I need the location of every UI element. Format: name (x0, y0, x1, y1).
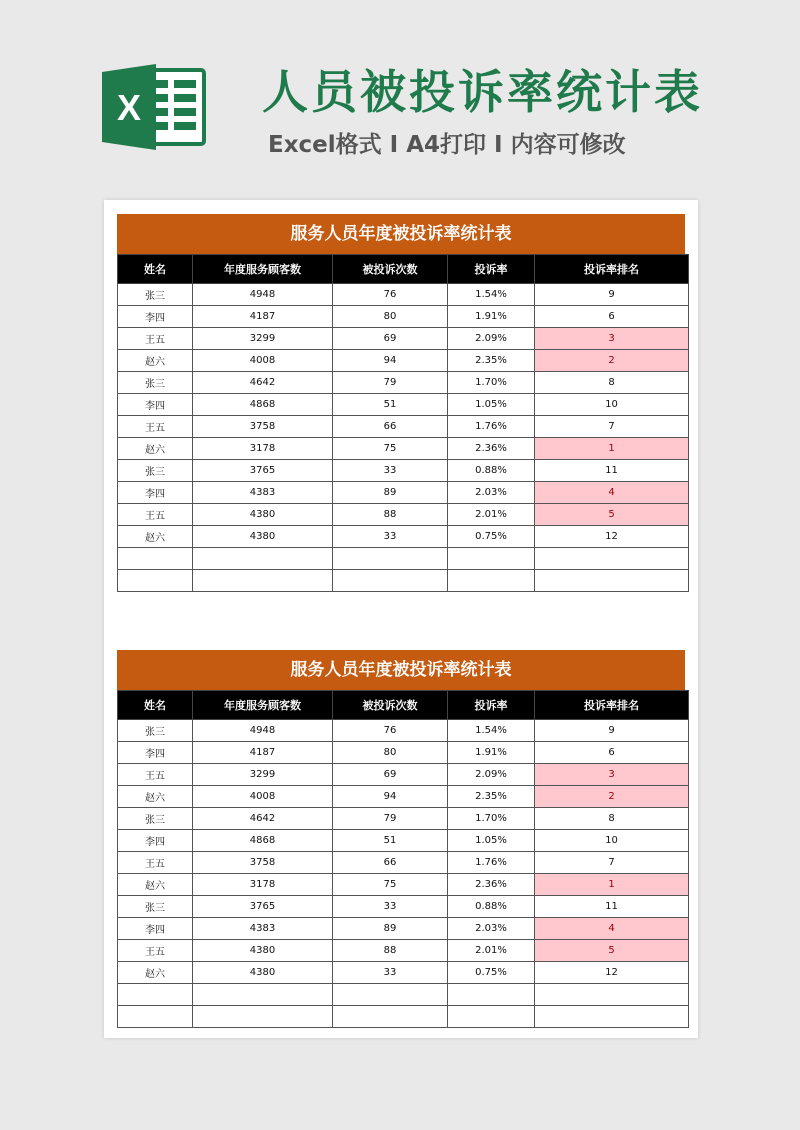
cell-rate[interactable]: 1.91% (448, 306, 535, 328)
cell-complaints[interactable] (333, 1006, 448, 1028)
table-row (118, 918, 689, 940)
cell-rank[interactable]: 8 (535, 808, 689, 830)
cell-name[interactable] (118, 570, 193, 592)
cell-name[interactable]: 张三 (118, 284, 193, 306)
cell-customers[interactable]: 3758 (193, 852, 333, 874)
cell-complaints[interactable]: 75 (333, 874, 448, 896)
table-body (118, 284, 689, 592)
cell-rank[interactable]: 9 (535, 284, 689, 306)
cell-rate[interactable] (448, 570, 535, 592)
col-header-rank: 投诉率排名 (535, 255, 689, 284)
cell-rate[interactable]: 0.75% (448, 962, 535, 984)
table-row (118, 896, 689, 918)
cell-rank[interactable] (535, 1006, 689, 1028)
cell-name[interactable] (118, 1006, 193, 1028)
cell-complaints[interactable]: 69 (333, 328, 448, 350)
cell-rate[interactable]: 1.91% (448, 742, 535, 764)
table-row (118, 526, 689, 548)
cell-name[interactable]: 赵六 (118, 350, 193, 372)
cell-rank[interactable]: 7 (535, 852, 689, 874)
cell-customers[interactable]: 4868 (193, 394, 333, 416)
cell-complaints[interactable]: 88 (333, 504, 448, 526)
cell-rate[interactable]: 1.54% (448, 284, 535, 306)
cell-rank[interactable] (535, 548, 689, 570)
cell-rate[interactable]: 1.05% (448, 830, 535, 852)
table-row (118, 394, 689, 416)
table-row (118, 504, 689, 526)
cell-rank[interactable] (535, 984, 689, 1006)
cell-rank[interactable]: 1 (535, 438, 689, 460)
complaint-table-1 (117, 214, 685, 592)
cell-rank[interactable]: 3 (535, 328, 689, 350)
cell-name[interactable] (118, 984, 193, 1006)
cell-name[interactable]: 李四 (118, 830, 193, 852)
table-row (118, 548, 689, 570)
cell-customers[interactable]: 4642 (193, 372, 333, 394)
cell-rank[interactable]: 6 (535, 742, 689, 764)
cell-complaints[interactable]: 75 (333, 438, 448, 460)
cell-rate[interactable]: 0.75% (448, 526, 535, 548)
cell-rate[interactable]: 1.76% (448, 852, 535, 874)
cell-rate[interactable]: 0.88% (448, 460, 535, 482)
cell-name[interactable]: 张三 (118, 720, 193, 742)
cell-name[interactable]: 王五 (118, 328, 193, 350)
table-row (118, 742, 689, 764)
header-row (118, 255, 689, 284)
excel-logo-icon (100, 62, 208, 152)
table-row (118, 852, 689, 874)
col-header-rank: 投诉率排名 (535, 691, 689, 720)
cell-name[interactable]: 李四 (118, 394, 193, 416)
cell-customers[interactable] (193, 548, 333, 570)
cell-name[interactable]: 张三 (118, 896, 193, 918)
col-header-rate: 投诉率 (448, 255, 535, 284)
table-body (118, 720, 689, 1028)
table-row (118, 306, 689, 328)
cell-customers[interactable]: 4380 (193, 526, 333, 548)
cell-rate[interactable]: 1.70% (448, 372, 535, 394)
cell-complaints[interactable]: 51 (333, 830, 448, 852)
cell-complaints[interactable]: 76 (333, 284, 448, 306)
cell-rank[interactable]: 11 (535, 460, 689, 482)
cell-complaints[interactable]: 66 (333, 852, 448, 874)
cell-customers[interactable]: 3765 (193, 460, 333, 482)
cell-complaints[interactable] (333, 984, 448, 1006)
cell-name[interactable]: 赵六 (118, 438, 193, 460)
cell-complaints[interactable]: 80 (333, 306, 448, 328)
table-row (118, 372, 689, 394)
spreadsheet-page (104, 200, 698, 1038)
table-row (118, 940, 689, 962)
cell-complaints[interactable]: 33 (333, 962, 448, 984)
cell-customers[interactable]: 4383 (193, 482, 333, 504)
cell-rank[interactable]: 10 (535, 830, 689, 852)
col-header-customers: 年度服务顾客数 (193, 691, 333, 720)
cell-rank[interactable]: 7 (535, 416, 689, 438)
cell-complaints[interactable]: 80 (333, 742, 448, 764)
excel-logo-letter: X (116, 87, 142, 128)
cell-customers[interactable]: 4187 (193, 306, 333, 328)
cell-complaints[interactable]: 88 (333, 940, 448, 962)
cell-rate[interactable]: 2.36% (448, 438, 535, 460)
cell-complaints[interactable]: 33 (333, 526, 448, 548)
page-title: 人员被投诉率统计表 (262, 65, 703, 119)
cell-complaints[interactable]: 76 (333, 720, 448, 742)
cell-rate[interactable]: 2.09% (448, 328, 535, 350)
table-row (118, 808, 689, 830)
table-row (118, 1006, 689, 1028)
cell-rank[interactable]: 9 (535, 720, 689, 742)
cell-rate[interactable]: 2.09% (448, 764, 535, 786)
table-row (118, 720, 689, 742)
cell-customers[interactable] (193, 984, 333, 1006)
cell-rank[interactable]: 3 (535, 764, 689, 786)
page-header (0, 0, 800, 200)
cell-customers[interactable]: 3758 (193, 416, 333, 438)
cell-rank[interactable]: 10 (535, 394, 689, 416)
cell-customers[interactable]: 4380 (193, 940, 333, 962)
cell-rate[interactable]: 2.03% (448, 918, 535, 940)
table-row (118, 482, 689, 504)
table-row (118, 350, 689, 372)
cell-rank[interactable]: 5 (535, 504, 689, 526)
cell-rate[interactable]: 1.76% (448, 416, 535, 438)
cell-rank[interactable]: 5 (535, 940, 689, 962)
cell-complaints[interactable]: 33 (333, 896, 448, 918)
table-title: 服务人员年度被投诉率统计表 (117, 650, 685, 690)
header-row (118, 691, 689, 720)
col-header-name: 姓名 (118, 691, 193, 720)
cell-complaints[interactable]: 51 (333, 394, 448, 416)
cell-rate[interactable]: 2.36% (448, 874, 535, 896)
table-row (118, 764, 689, 786)
cell-rank[interactable]: 6 (535, 306, 689, 328)
col-header-rate: 投诉率 (448, 691, 535, 720)
cell-customers[interactable]: 4868 (193, 830, 333, 852)
cell-name[interactable]: 张三 (118, 372, 193, 394)
cell-customers[interactable]: 4948 (193, 720, 333, 742)
table-row (118, 570, 689, 592)
data-table (117, 254, 689, 592)
table-title: 服务人员年度被投诉率统计表 (117, 214, 685, 254)
cell-customers[interactable]: 4642 (193, 808, 333, 830)
cell-name[interactable]: 赵六 (118, 874, 193, 896)
table-row (118, 328, 689, 350)
col-header-name: 姓名 (118, 255, 193, 284)
col-header-complaints: 被投诉次数 (333, 691, 448, 720)
cell-customers[interactable] (193, 570, 333, 592)
cell-name[interactable]: 王五 (118, 852, 193, 874)
cell-complaints[interactable] (333, 570, 448, 592)
cell-customers[interactable]: 4380 (193, 504, 333, 526)
cell-name[interactable]: 张三 (118, 808, 193, 830)
cell-name[interactable]: 张三 (118, 460, 193, 482)
cell-complaints[interactable]: 66 (333, 416, 448, 438)
table-row (118, 962, 689, 984)
cell-name[interactable]: 赵六 (118, 786, 193, 808)
cell-customers[interactable]: 4383 (193, 918, 333, 940)
cell-name[interactable] (118, 548, 193, 570)
cell-rate[interactable]: 2.01% (448, 504, 535, 526)
cell-customers[interactable]: 3299 (193, 328, 333, 350)
cell-customers[interactable]: 3765 (193, 896, 333, 918)
cell-complaints[interactable]: 79 (333, 808, 448, 830)
table-row (118, 984, 689, 1006)
cell-name[interactable]: 李四 (118, 306, 193, 328)
cell-name[interactable]: 李四 (118, 918, 193, 940)
cell-rate[interactable] (448, 984, 535, 1006)
cell-rank[interactable]: 2 (535, 786, 689, 808)
table-row (118, 284, 689, 306)
cell-name[interactable]: 赵六 (118, 962, 193, 984)
cell-customers[interactable] (193, 1006, 333, 1028)
cell-rate[interactable]: 2.03% (448, 482, 535, 504)
cell-rate[interactable]: 2.35% (448, 350, 535, 372)
cell-name[interactable]: 王五 (118, 416, 193, 438)
table-row (118, 786, 689, 808)
cell-customers[interactable]: 3178 (193, 874, 333, 896)
cell-rate[interactable]: 2.01% (448, 940, 535, 962)
cell-rank[interactable]: 4 (535, 918, 689, 940)
table-row (118, 460, 689, 482)
table-row (118, 416, 689, 438)
cell-name[interactable]: 李四 (118, 742, 193, 764)
col-header-customers: 年度服务顾客数 (193, 255, 333, 284)
cell-complaints[interactable]: 89 (333, 482, 448, 504)
cell-customers[interactable]: 4948 (193, 284, 333, 306)
table-row (118, 830, 689, 852)
cell-rate[interactable]: 2.35% (448, 786, 535, 808)
cell-rank[interactable] (535, 570, 689, 592)
cell-complaints[interactable]: 79 (333, 372, 448, 394)
cell-rate[interactable] (448, 548, 535, 570)
cell-customers[interactable]: 3299 (193, 764, 333, 786)
cell-rank[interactable]: 2 (535, 350, 689, 372)
cell-rate[interactable]: 1.05% (448, 394, 535, 416)
cell-rank[interactable]: 12 (535, 962, 689, 984)
cell-name[interactable]: 王五 (118, 504, 193, 526)
cell-rate[interactable] (448, 1006, 535, 1028)
cell-complaints[interactable]: 94 (333, 350, 448, 372)
cell-rank[interactable]: 1 (535, 874, 689, 896)
cell-name[interactable]: 李四 (118, 482, 193, 504)
cell-name[interactable]: 赵六 (118, 526, 193, 548)
page-subtitle: Excel格式 I A4打印 I 内容可修改 (268, 132, 626, 158)
table-row (118, 438, 689, 460)
cell-complaints[interactable] (333, 548, 448, 570)
cell-rank[interactable]: 12 (535, 526, 689, 548)
cell-rate[interactable]: 0.88% (448, 896, 535, 918)
cell-customers[interactable]: 3178 (193, 438, 333, 460)
cell-rate[interactable]: 1.54% (448, 720, 535, 742)
cell-name[interactable]: 王五 (118, 940, 193, 962)
cell-rank[interactable]: 11 (535, 896, 689, 918)
cell-customers[interactable]: 4187 (193, 742, 333, 764)
cell-complaints[interactable]: 89 (333, 918, 448, 940)
cell-name[interactable]: 王五 (118, 764, 193, 786)
complaint-table-2 (117, 650, 685, 1028)
col-header-complaints: 被投诉次数 (333, 255, 448, 284)
cell-rate[interactable]: 1.70% (448, 808, 535, 830)
cell-rank[interactable]: 4 (535, 482, 689, 504)
cell-customers[interactable]: 4008 (193, 786, 333, 808)
cell-complaints[interactable]: 33 (333, 460, 448, 482)
cell-rank[interactable]: 8 (535, 372, 689, 394)
table-row (118, 874, 689, 896)
cell-customers[interactable]: 4008 (193, 350, 333, 372)
cell-complaints[interactable]: 69 (333, 764, 448, 786)
cell-customers[interactable]: 4380 (193, 962, 333, 984)
data-table (117, 690, 689, 1028)
cell-complaints[interactable]: 94 (333, 786, 448, 808)
